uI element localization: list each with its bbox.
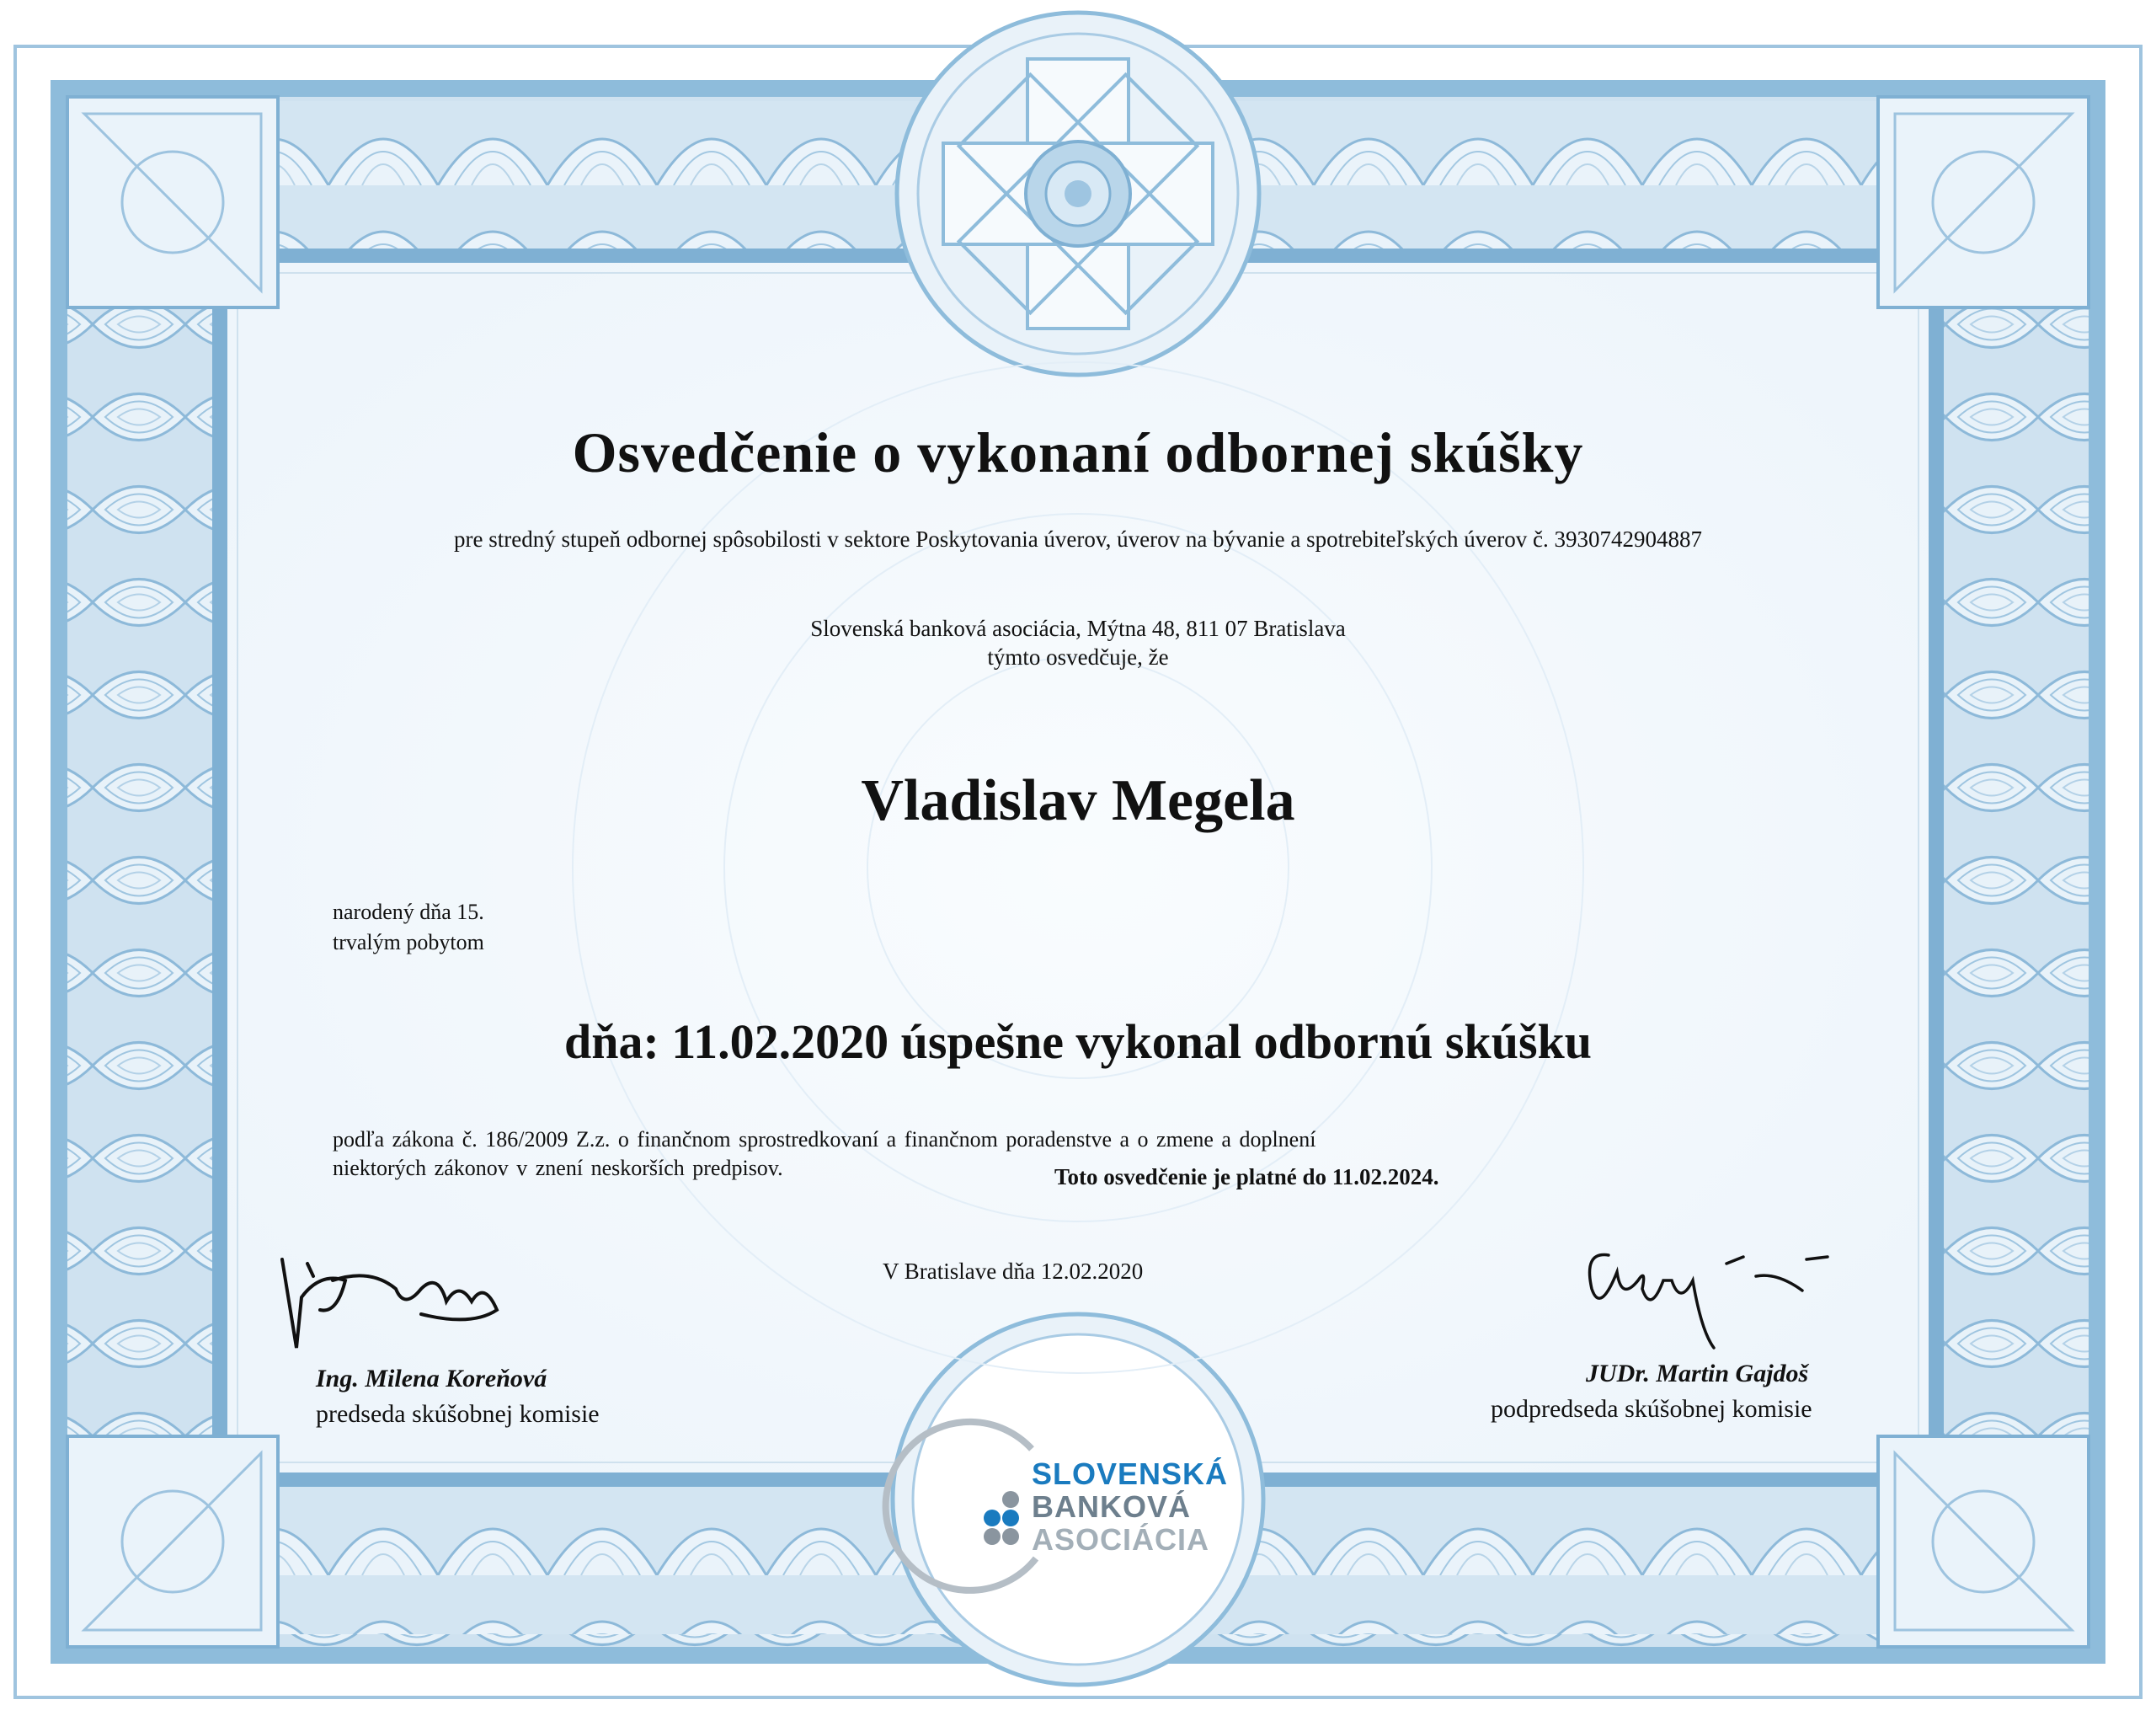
birth-date-line: narodený dňa 15. <box>333 900 484 924</box>
certifies-text: týmto osvedčuje, že <box>987 644 1169 670</box>
sba-logo <box>1032 1456 1229 1557</box>
certificate-title: Osvedčenie o vykonaní odbornej skúšky <box>572 420 1584 484</box>
residence-line: trvalým pobytom <box>333 930 484 954</box>
holder-name: Vladislav Megela <box>861 768 1295 833</box>
logo-line-3: ASOCIÁCIA <box>1032 1522 1210 1557</box>
logo-line-2: BANKOVÁ <box>1032 1489 1192 1524</box>
left-signatory-name: Ing. Milena Koreňová <box>316 1365 547 1392</box>
place-and-date: V Bratislave dňa 12.02.2020 <box>883 1259 1144 1284</box>
law-reference-line2: niektorých zákonov v znení neskorších predpisov. <box>333 1156 783 1180</box>
law-reference-line1: podľa zákona č. 186/2009 Z.z. o finančnom sprostredkovaní a finančnom poradenstve a o zmene a doplnení <box>333 1127 1316 1152</box>
right-signatory-name: JUDr. Martin Gajdoš <box>1586 1360 1809 1387</box>
right-signatory-role: podpredseda skúšobnej komisie <box>1491 1395 1812 1423</box>
logo-line-1: SLOVENSKÁ <box>1032 1456 1229 1491</box>
issuer-address: Slovenská banková asociácia, Mýtna 48, 811 07 Bratislava <box>810 616 1346 641</box>
left-signatory-role: predseda skúšobnej komisie <box>316 1400 600 1428</box>
exam-statement: dňa: 11.02.2020 úspešne vykonal odbornú skúšku <box>563 1014 1593 1069</box>
validity-statement: Toto osvedčenie je platné do 11.02.2024. <box>1054 1164 1439 1189</box>
certificate-subtitle: pre stredný stupeň odbornej spôsobilosti v sektore Poskytovania úverov, úverov na bývanie a spotrebiteľských úverov č. 3930742904887 <box>454 526 1702 552</box>
